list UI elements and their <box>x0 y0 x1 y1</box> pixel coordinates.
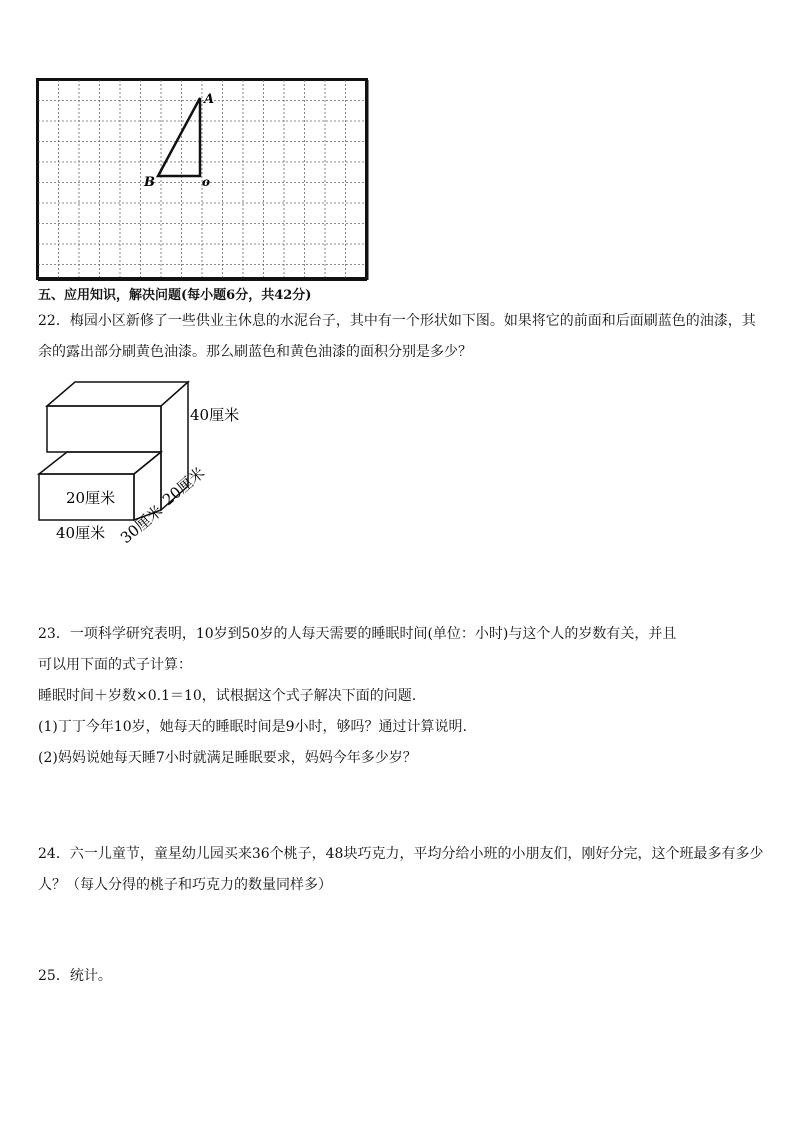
question-23-line-4: (1)丁丁今年10岁，她每天的睡眠时间是9小时，够吗？通过计算说明. <box>38 719 468 735</box>
label-depth-20: 20厘米 <box>159 463 209 510</box>
point-a-label: A <box>204 92 215 107</box>
section-heading: 五、应用知识，解决问题(每小题6分，共42分) <box>38 288 312 303</box>
question-24-line-1: 24．六一儿童节，童星幼儿园买来36个桃子，48块巧克力，平均分给小班的小朋友们，刚好分完，这个班最多有多少 <box>38 846 764 862</box>
point-b-label: B <box>144 175 155 190</box>
question-25-line-1: 25．统计。 <box>38 968 112 984</box>
question-23-line-1: 23．一项科学研究表明，10岁到50岁的人每天需要的睡眠时间(单位：小时)与这个人的岁数有关，并且 <box>38 626 677 642</box>
question-23-line-2: 可以用下面的式子计算： <box>38 657 192 673</box>
question-22-line-2: 余的露出部分刷黄色油漆。那么刷蓝色和黄色油漆的面积分别是多少？ <box>38 344 472 360</box>
question-24-line-2: 人？（每人分得的桃子和巧克力的数量同样多） <box>38 877 332 893</box>
top-block-top-face <box>47 382 188 406</box>
question-23-line-5: (2)妈妈说她每天睡7小时就满足睡眠要求，妈妈今年多少岁？ <box>38 750 417 766</box>
question-22-line-1: 22．梅园小区新修了一些供业主休息的水泥台子，其中有一个形状如下图。如果将它的前面和后面刷蓝色的油漆，其 <box>38 313 756 329</box>
top-block-front-face <box>47 406 161 452</box>
point-o-label: o <box>202 175 211 189</box>
label-depth-30: 30厘米 <box>117 501 167 548</box>
grid-figure <box>36 78 370 282</box>
bottom-block-top-face <box>39 452 161 474</box>
step-platform-figure <box>30 372 260 552</box>
label-front-width: 40厘米 <box>56 524 106 542</box>
label-height-top: 40厘米 <box>190 406 240 424</box>
question-23-line-3: 睡眠时间＋岁数×0.1＝10，试根据这个式子解决下面的问题. <box>38 688 417 704</box>
label-front-height: 20厘米 <box>66 489 116 507</box>
